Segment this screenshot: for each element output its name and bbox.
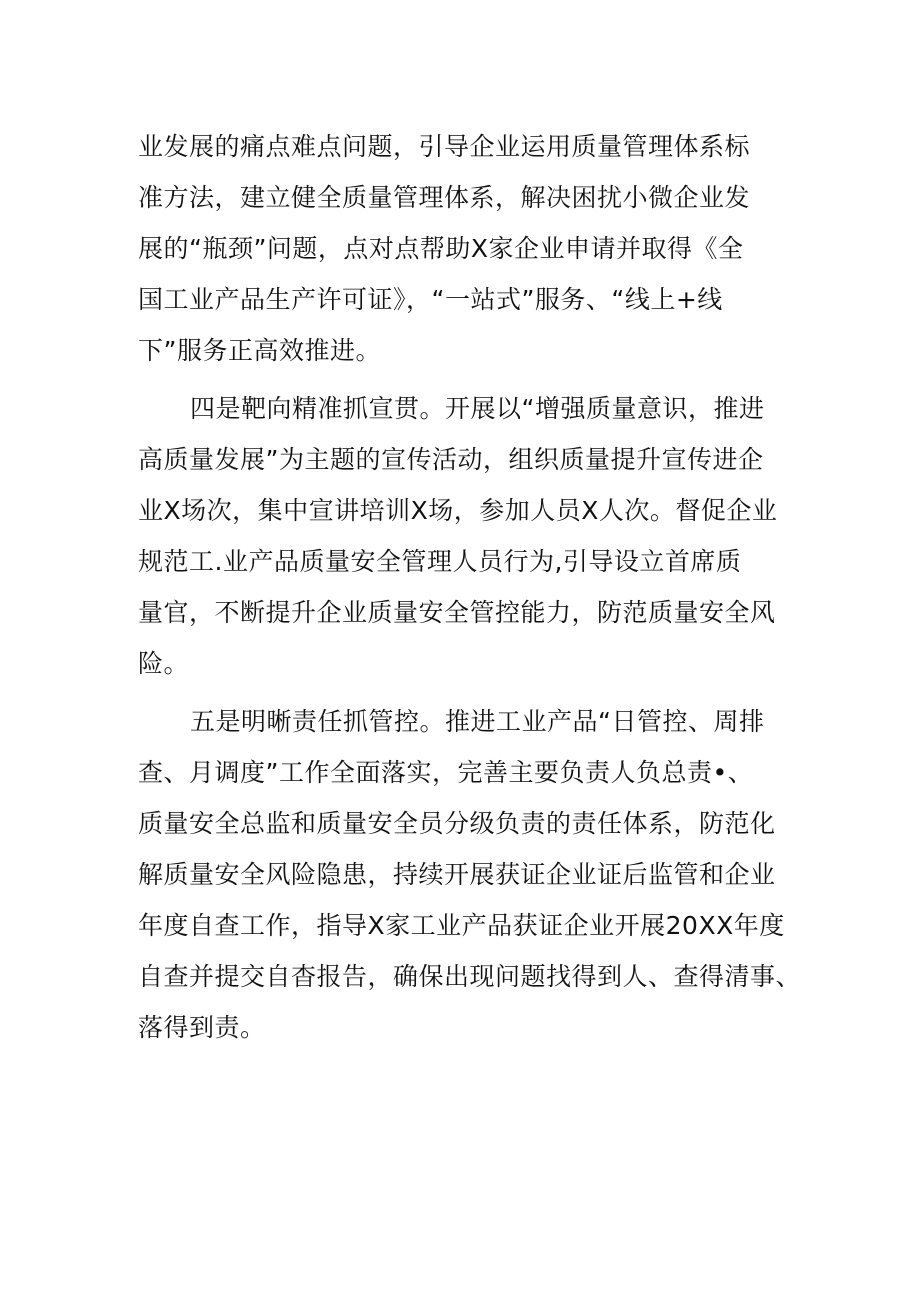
text-line: 落得到责。 [138,1013,266,1042]
text-line: 四是靶向精准抓宣贯。开展以“增强质量意识，推进 [190,394,765,423]
text-line: 业X场次，集中宣讲培训X场，参加人员X人次。督促企业 [138,496,778,525]
text-line: 高质量发展”为主题的宣传活动，组织质量提升宣传进企 [138,445,764,474]
text-line: 下”服务正高效推进。 [138,336,381,365]
text-line: 准方法，建立健全质量管理体系，解决困扰小微企业发 [138,183,751,212]
paragraph-point-five [138,696,802,1053]
text-line: 五是明晰责任抓管控。推进工业产品“日管控、周排 [190,707,765,736]
paragraph-continuation [138,121,798,376]
text-line: 业发展的痛点难点问题，引导企业运用质量管理体系标 [138,132,751,161]
text-line: 查、月调度”工作全面落实，完善主要负责人负总责•、 [138,758,754,787]
text-line: 规范工.业产品质量安全管理人员行为,引导设立首席质 [138,547,742,576]
paragraph-point-four [138,383,798,689]
text-line: 国工业产品生产许可证》，“一站式”服务、“线上+线 [138,285,723,314]
text-line: 自查并提交自杳报告，确保出现问题找得到人、查得清事、 [138,962,802,991]
text-line: 解质量安全风险隐患，持续开展获证企业证后监管和企业 [138,860,776,889]
text-line: 量官，不断提升企业质量安全管控能力，防范质量安全风 [138,598,776,627]
text-line: 年度自查工作，指导X家工业产品获证企业开展20XX年度 [138,911,785,940]
text-line: 质量安全总监和质量安全员分级负责的责任体系，防范化 [138,809,776,838]
text-line: 险。 [138,649,190,678]
text-line: 展的“瓶颈”问题，点对点帮助X家企业申请并取得《全 [138,234,744,263]
